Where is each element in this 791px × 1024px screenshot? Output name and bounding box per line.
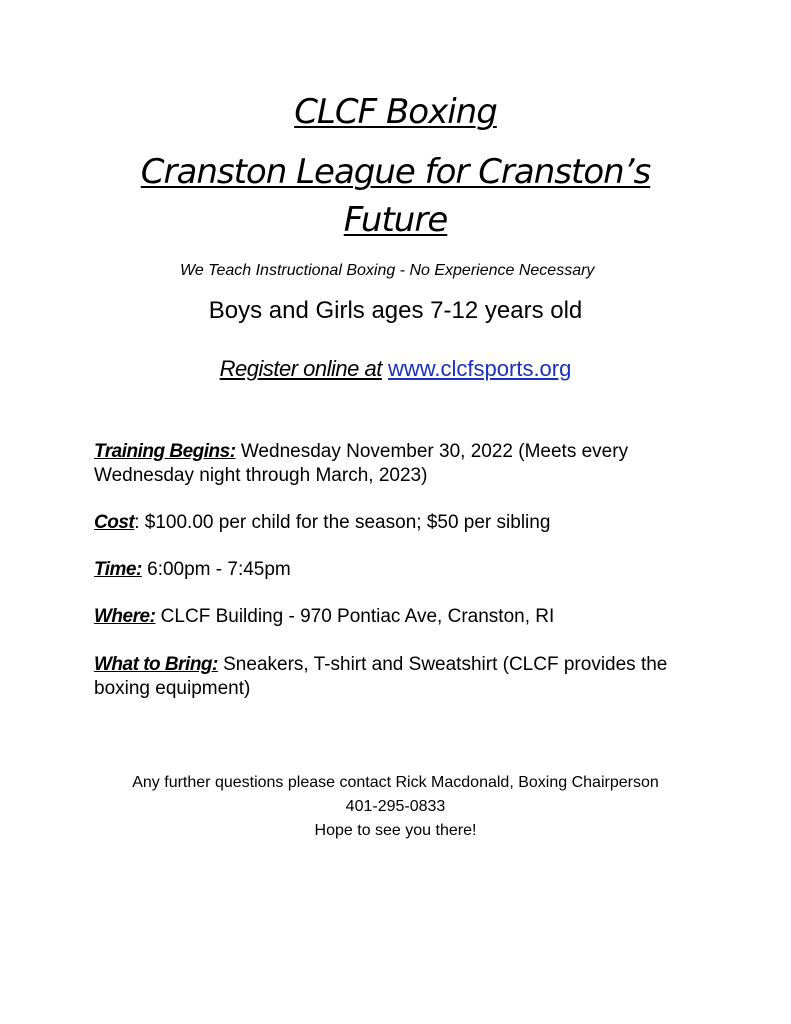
age-range-text: Boys and Girls ages 7-12 years old: [208, 297, 583, 324]
cost-label: Cost: [94, 512, 135, 533]
what-to-bring-detail: [94, 653, 714, 701]
league-name-line-2: Future: [343, 200, 448, 240]
what-to-bring-label: What to Bring:: [94, 654, 218, 675]
tagline: We Teach Instructional Boxing - No Experience Necessary: [180, 262, 595, 279]
training-begins-detail: [94, 440, 714, 488]
register-line: [0, 356, 791, 382]
register-label: Register online at: [219, 356, 382, 381]
closing-text: Hope to see you there!: [314, 822, 477, 839]
what-to-bring-value: Sneakers, T-shirt and Sweatshirt (CLCF provides the boxing equipment): [94, 654, 668, 699]
league-name-line-1: Cranston League for Cranston’s: [140, 152, 651, 192]
page-title: CLCF Boxing: [294, 92, 497, 132]
contact-phone: 401-295-0833: [345, 798, 446, 815]
website-link[interactable]: www.clcfsports.org: [387, 356, 572, 381]
training-begins-label: Training Begins:: [94, 441, 236, 462]
time-detail: [94, 558, 714, 582]
training-begins-value: Wednesday November 30, 2022 (Meets every Wednesday night through March, 2023): [94, 441, 629, 486]
cost-value: : $100.00 per child for the season; $50 per sibling: [134, 512, 551, 533]
where-label: Where:: [94, 606, 156, 627]
where-value: CLCF Building - 970 Pontiac Ave, Cranston, RI: [155, 606, 555, 627]
contact-text: Any further questions please contact Rick Macdonald, Boxing Chairperson: [132, 774, 659, 791]
time-value: 6:00pm - 7:45pm: [141, 559, 291, 580]
cost-detail: [94, 511, 714, 535]
time-label: Time:: [94, 559, 142, 580]
where-detail: [94, 605, 714, 629]
